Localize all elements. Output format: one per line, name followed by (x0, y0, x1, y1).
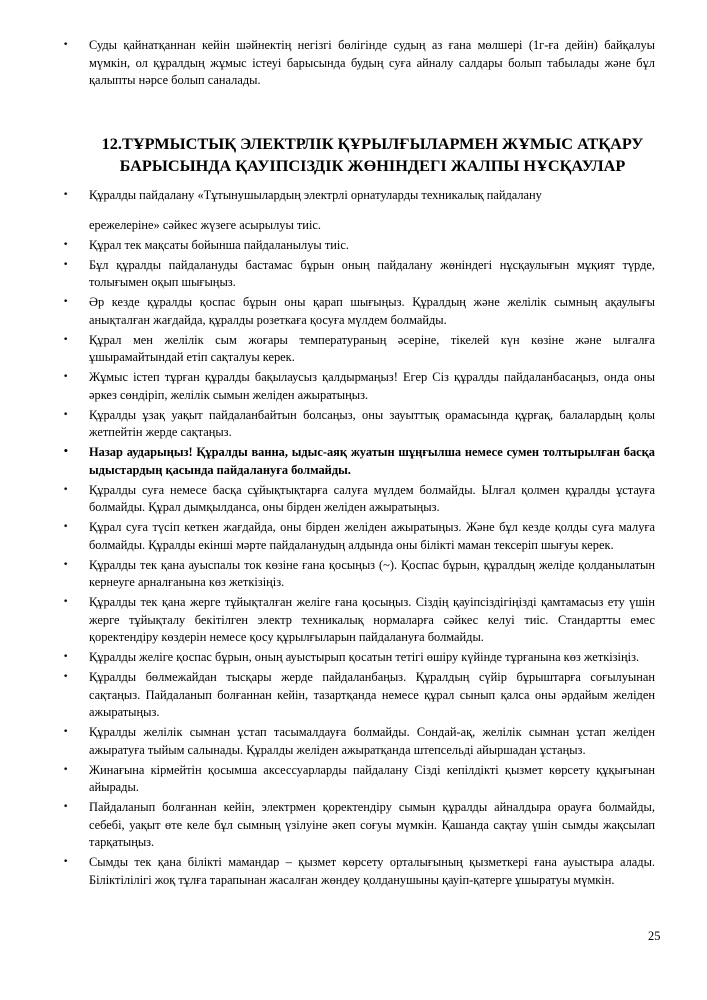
safety-rules-list (63, 237, 655, 892)
rule-text: Құралды желілік сымнан ұстап тасымалдауға болмайды. Сондай-ақ, желілік сымнан ұстап желіден ажыратуға тыйым салынады. Құралды желіден ажыратқанда штепсельді айыршадан ұстаңыз. (89, 725, 655, 757)
rule-text: Құралды ұзақ уақыт пайдаланбайтын болсаңыз, оны зауыттық орамасында құрғақ, балалардың қолы жетпейтін жерде сақтаңыз. (89, 407, 655, 440)
rule-text: Құрал тек мақсаты бойынша пайдаланылуы тиіс. (89, 238, 349, 252)
rule-text: Пайдаланып болғаннан кейін, электрмен қоректендіру сымын құралды айналдыра орауға болмайды, себебі, уақыт өте келе бұл сымның үзілуіне әкеп соғуы мүмкін. Қашанда сақтау үшін сымды жақсылап тарқатыңыз. (89, 800, 655, 850)
first-item-list (63, 187, 655, 234)
list-item (63, 799, 655, 852)
bullet-icon: • (63, 727, 69, 738)
bullet-icon: • (63, 297, 69, 308)
bullet-icon: • (63, 652, 69, 663)
list-item (63, 557, 655, 592)
list-item (63, 257, 655, 292)
bullet-icon: • (63, 372, 69, 383)
bullet-icon: • (63, 764, 69, 775)
list-item (63, 594, 655, 647)
bullet-icon: • (63, 190, 69, 200)
first-item-line-2: ережелеріне» сәйкес жүзеге асырылуы тиіс. (89, 217, 321, 232)
rule-text: Бұл құралды пайдалануды бастамас бұрын оның пайдалану жөніндегі нұсқаулығын мұқият түрде, толығымен оқып шығыңыз. (89, 257, 655, 290)
heading-line-2: БАРЫСЫНДА ҚАУІПСІЗДІК ЖӨНІНДЕГІ ЖАЛПЫ НҰСҚАУЛАР (119, 156, 626, 175)
list-item (63, 407, 655, 442)
list-item (63, 519, 655, 554)
list-item (63, 762, 655, 797)
bullet-icon: • (63, 484, 69, 495)
rule-text: Сымды тек қана білікті мамандар – қызмет көрсету орталығының қызметкері ғана ауыстыра алады. Біліктілілігі жоқ тұлға тарапынан жасалған жөндеу қолданушыны қауіп-қатерге ұшыратуы мүмкін. (89, 855, 655, 887)
rule-text: Жұмыс істеп тұрған құралды бақылаусыз қалдырмаңыз! Егер Сіз құралды пайдаланбасаңыз, онда оны әркез сөндіріп, желілік сымын желіден ажыратыңыз. (89, 370, 655, 402)
intro-text: Суды қайнатқаннан кейін шәйнектің негізгі бөлігінде судың аз ғана мөлшері (1г-ға дейін) байқалуы мүмкін, ол құралдың жұмыс істеуі барысында будың суға айналу салдары болып табылады және бұл қалыпты нәрсе болып саналады. (89, 38, 655, 88)
list-item (63, 187, 655, 234)
rule-text: Құралды бөлмежайдан тысқары жерде пайдаланбаңыз. Құралдың сүйір бұрыштарға соғылуынан сақтаңыз. Пайдаланып болғаннан кейін, тазартқанда немесе құрал сынып қалса оны әрдайым желіден ажыратыңыз. (89, 670, 655, 720)
warning-item (63, 444, 655, 479)
heading-line-1: 12.ТҰРМЫСТЫҚ ЭЛЕКТРЛІК ҚҰРЫЛҒЫЛАРМЕН ЖҰМЫС АТҚАРУ (101, 134, 644, 153)
bullet-icon: • (63, 447, 69, 458)
bullet-icon: • (63, 409, 69, 420)
section-heading (80, 133, 665, 177)
list-item (63, 854, 655, 889)
rule-text: Құралды тек қана ауыспалы ток көзіне ғана қосыңыз (~). Қоспас бұрын, құралдың желіде қолданылатын кернеуге арналғанына көз жеткізіңіз. (89, 557, 655, 590)
warning-text: Назар аударыңыз! Құралды ванна, ыдыс-аяқ жуатын шұңғылша немесе сумен толтырылған басқа ыдыстардың қасында пайдалануға болмайды. (89, 445, 655, 477)
list-item (63, 649, 655, 667)
rule-text: Әр кезде құралды қоспас бұрын оны қарап шығыңыз. Құралдың және желілік сымның ақаулығы анықталған жағдайда, құралды розеткаға қосуға мүлдем болмайды. (89, 295, 655, 327)
bullet-icon: • (63, 597, 69, 608)
rule-text: Құралды тек қана жерге тұйықталған желіге ғана қосыңыз. Сіздің қауіпсіздігіңізді қамтамасыз ету үшін жерге тұйықталу бекітілген электр техникалық нормаларға сәйкес келуі тиіс. Стандартты емес қоректендіру көздерін немесе қосу құрылғыларын пайдалануға болмайды. (89, 595, 655, 645)
list-item (63, 669, 655, 722)
list-item (63, 237, 655, 255)
bullet-icon: • (63, 857, 69, 868)
first-item-line-1: Құралды пайдалану «Тұтынушылардың электрлі орнатуларды техникалық пайдалану (89, 188, 542, 202)
bullet-icon: • (63, 259, 69, 270)
list-item (63, 724, 655, 759)
bullet-icon: • (63, 334, 69, 345)
bullet-icon: • (63, 672, 69, 683)
list-item (63, 37, 655, 90)
page-number: 25 (648, 929, 661, 943)
list-item (63, 482, 655, 517)
bullet-icon: • (63, 802, 69, 813)
rule-text: Жинағына кірмейтін қосымша аксессуарларды пайдалану Сізді кепілдікті қызмет көрсету құқығынан айырады. (89, 762, 655, 795)
bullet-icon: • (63, 522, 69, 533)
bullet-icon: • (63, 240, 69, 250)
list-item (63, 369, 655, 404)
rule-text: Құралды желіге қоспас бұрын, оның ауыстырып қосатын тетігі өшіру күйінде тұрғанына көз жеткізіңіз. (89, 650, 640, 665)
list-item (63, 294, 655, 329)
rule-text: Құрал суға түсіп кеткен жағдайда, оны бірден желіден ажыратыңыз. Және бұл кезде қолды суға малуға болмайды. Құралды екінші мәрте пайдаланудың алдында оны білікті маман тексеріп шығуы керек. (89, 520, 655, 552)
rule-text: Құралды суға немесе басқа сұйықтықтарға салуға мүлдем болмайды. Ылғал қолмен құралды ұстауға болмайды. Құрал дымқылданса, оны бірден желіден ажыратыңыз. (89, 482, 655, 515)
bullet-icon: • (63, 559, 69, 570)
list-item (63, 332, 655, 367)
intro-list (63, 37, 655, 90)
bullet-icon: • (63, 40, 69, 50)
rule-text: Құрал мен желілік сым жоғары температураның әсеріне, тікелей күн көзіне және ылғалға ұшырамайтындай етіп сақталуы керек. (89, 332, 655, 365)
